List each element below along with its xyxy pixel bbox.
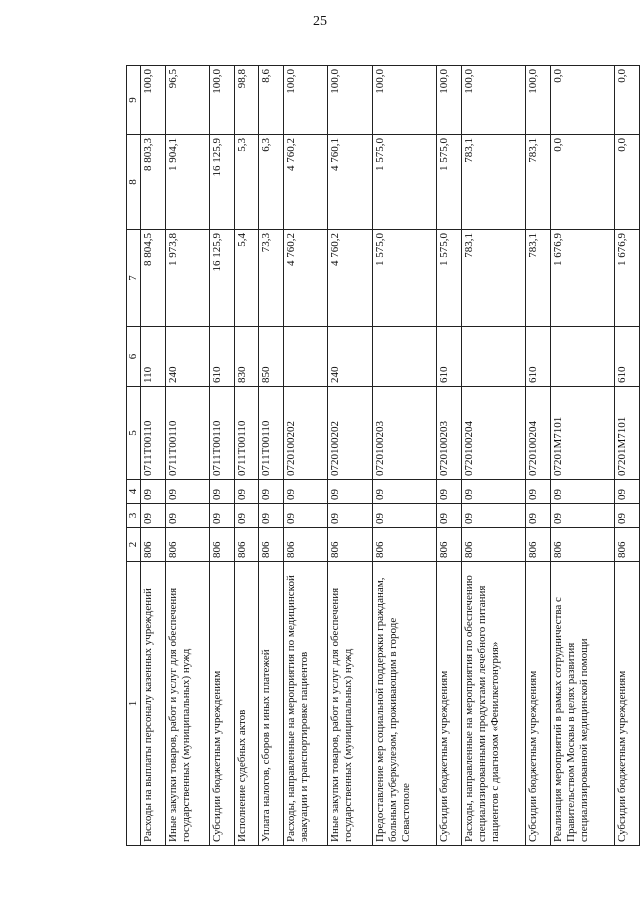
- row-name: Субсидии бюджетным учреждениям: [437, 562, 462, 846]
- row-executed: 4 760,1: [328, 135, 373, 230]
- row-name: Субсидии бюджетным учреждениям: [210, 562, 235, 846]
- row-expense-type: [283, 327, 328, 387]
- row-subsection: 09: [234, 480, 259, 504]
- row-expense-type: [372, 327, 436, 387]
- row-executed: 1 575,0: [372, 135, 436, 230]
- row-executed: 1 904,1: [165, 135, 210, 230]
- col-header: 5: [127, 387, 141, 480]
- row-target-article: 0711Т00110: [165, 387, 210, 480]
- row-executed: 783,1: [526, 135, 551, 230]
- row-section: 09: [283, 504, 328, 528]
- row-admin-code: 806: [259, 528, 284, 562]
- row-subsection: 09: [328, 480, 373, 504]
- row-admin-code: 806: [437, 528, 462, 562]
- row-subsection: 09: [526, 480, 551, 504]
- row-admin-code: 806: [283, 528, 328, 562]
- row-percent: 100,0: [526, 66, 551, 135]
- row-section: 09: [526, 504, 551, 528]
- row-admin-code: 806: [141, 528, 166, 562]
- row-planned: 4 760,2: [328, 230, 373, 327]
- row-section: 09: [259, 504, 284, 528]
- row-subsection: 09: [141, 480, 166, 504]
- col-header: 1: [127, 562, 141, 846]
- row-subsection: 09: [372, 480, 436, 504]
- col-header: 7: [127, 230, 141, 327]
- row-name: Расходы, направленные на мероприятия по медицинской эвакуации и транспортировке пациентов: [283, 562, 328, 846]
- row-name: Реализация мероприятий в рамках сотрудничества с Правительством Москвы в целях развития специализированной медицинской помощи: [550, 562, 614, 846]
- row-target-article: 0720100202: [283, 387, 328, 480]
- col-header: 3: [127, 504, 141, 528]
- row-executed: 0,0: [550, 135, 614, 230]
- col-header: 6: [127, 327, 141, 387]
- row-target-article: 0711Т00110: [259, 387, 284, 480]
- row-admin-code: 806: [615, 528, 640, 562]
- row-subsection: 09: [283, 480, 328, 504]
- row-target-article: 0711Т00110: [141, 387, 166, 480]
- row-percent: 100,0: [437, 66, 462, 135]
- row-subsection: 09: [615, 480, 640, 504]
- row-name: Субсидии бюджетным учреждениям: [526, 562, 551, 846]
- table-row: [526, 66, 551, 846]
- row-admin-code: 806: [526, 528, 551, 562]
- row-section: 09: [141, 504, 166, 528]
- row-expense-type: [461, 327, 525, 387]
- row-subsection: 09: [550, 480, 614, 504]
- row-target-article: 07201М7101: [550, 387, 614, 480]
- table-row: [372, 66, 436, 846]
- row-section: 09: [372, 504, 436, 528]
- row-expense-type: 610: [437, 327, 462, 387]
- row-percent: 8,6: [259, 66, 284, 135]
- row-planned: 5,4: [234, 230, 259, 327]
- row-percent: 98,8: [234, 66, 259, 135]
- row-percent: 100,0: [372, 66, 436, 135]
- row-section: 09: [550, 504, 614, 528]
- row-expense-type: 240: [328, 327, 373, 387]
- row-admin-code: 806: [550, 528, 614, 562]
- table-row: [461, 66, 525, 846]
- row-name: Расходы на выплаты персоналу казенных учреждений: [141, 562, 166, 846]
- row-expense-type: 830: [234, 327, 259, 387]
- row-section: 09: [461, 504, 525, 528]
- budget-table: [126, 65, 640, 846]
- row-planned: 73,3: [259, 230, 284, 327]
- col-header: 4: [127, 480, 141, 504]
- table-row: [550, 66, 614, 846]
- col-header: 2: [127, 528, 141, 562]
- table-row: [283, 66, 328, 846]
- row-target-article: 0720100204: [461, 387, 525, 480]
- row-expense-type: [550, 327, 614, 387]
- rotated-table-container: [126, 66, 640, 846]
- row-name: Исполнение судебных актов: [234, 562, 259, 846]
- row-expense-type: 110: [141, 327, 166, 387]
- table-row: [615, 66, 640, 846]
- row-expense-type: 610: [615, 327, 640, 387]
- row-admin-code: 806: [165, 528, 210, 562]
- table-row: [141, 66, 166, 846]
- row-executed: 5,3: [234, 135, 259, 230]
- row-subsection: 09: [165, 480, 210, 504]
- row-percent: 100,0: [328, 66, 373, 135]
- row-executed: 4 760,2: [283, 135, 328, 230]
- page-number: 25: [313, 14, 327, 29]
- row-target-article: 0711Т00110: [210, 387, 235, 480]
- row-subsection: 09: [259, 480, 284, 504]
- table-row: [328, 66, 373, 846]
- row-percent: 0,0: [615, 66, 640, 135]
- row-target-article: 07201М7101: [615, 387, 640, 480]
- row-target-article: 0720100203: [437, 387, 462, 480]
- table-row: [437, 66, 462, 846]
- row-target-article: 0720100204: [526, 387, 551, 480]
- row-planned: 783,1: [461, 230, 525, 327]
- table-row: [165, 66, 210, 846]
- row-executed: 0,0: [615, 135, 640, 230]
- row-name: Иные закупки товаров, работ и услуг для обеспечения государственных (муниципальных) нужд: [165, 562, 210, 846]
- header-row: [127, 66, 141, 846]
- row-planned: 1 676,9: [615, 230, 640, 327]
- row-subsection: 09: [437, 480, 462, 504]
- col-header: 8: [127, 135, 141, 230]
- row-admin-code: 806: [328, 528, 373, 562]
- row-target-article: 0720100202: [328, 387, 373, 480]
- row-percent: 100,0: [461, 66, 525, 135]
- table-row: [234, 66, 259, 846]
- row-section: 09: [437, 504, 462, 528]
- row-planned: 1 575,0: [372, 230, 436, 327]
- row-section: 09: [210, 504, 235, 528]
- row-target-article: 0711Т00110: [234, 387, 259, 480]
- row-admin-code: 806: [210, 528, 235, 562]
- table-row: [210, 66, 235, 846]
- row-section: 09: [328, 504, 373, 528]
- row-name: Иные закупки товаров, работ и услуг для обеспечения государственных (муниципальных) нужд: [328, 562, 373, 846]
- row-admin-code: 806: [234, 528, 259, 562]
- row-executed: 16 125,9: [210, 135, 235, 230]
- row-percent: 100,0: [283, 66, 328, 135]
- row-expense-type: 850: [259, 327, 284, 387]
- col-header: 9: [127, 66, 141, 135]
- row-subsection: 09: [210, 480, 235, 504]
- row-percent: 96,5: [165, 66, 210, 135]
- row-expense-type: 610: [210, 327, 235, 387]
- table-row: [259, 66, 284, 846]
- row-percent: 0,0: [550, 66, 614, 135]
- row-name: Субсидии бюджетным учреждениям: [615, 562, 640, 846]
- row-executed: 783,1: [461, 135, 525, 230]
- row-section: 09: [165, 504, 210, 528]
- row-planned: 8 804,5: [141, 230, 166, 327]
- row-name: Уплата налогов, сборов и иных платежей: [259, 562, 284, 846]
- row-planned: 1 676,9: [550, 230, 614, 327]
- row-planned: 1 973,8: [165, 230, 210, 327]
- row-admin-code: 806: [461, 528, 525, 562]
- row-expense-type: 240: [165, 327, 210, 387]
- row-executed: 1 575,0: [437, 135, 462, 230]
- row-executed: 8 803,3: [141, 135, 166, 230]
- row-admin-code: 806: [372, 528, 436, 562]
- row-section: 09: [615, 504, 640, 528]
- row-subsection: 09: [461, 480, 525, 504]
- row-name: Расходы, направленные на мероприятия по обеспечению специализированными продуктами лечебного питания пациентов с диагнозом «Фенилкетонурия»: [461, 562, 525, 846]
- row-executed: 6,3: [259, 135, 284, 230]
- row-percent: 100,0: [210, 66, 235, 135]
- row-name: Предоставление мер социальной поддержки гражданам, больным туберкулезом, проживающим в городе Севастополе: [372, 562, 436, 846]
- row-section: 09: [234, 504, 259, 528]
- row-planned: 783,1: [526, 230, 551, 327]
- row-planned: 1 575,0: [437, 230, 462, 327]
- row-expense-type: 610: [526, 327, 551, 387]
- row-planned: 4 760,2: [283, 230, 328, 327]
- row-planned: 16 125,9: [210, 230, 235, 327]
- row-target-article: 0720100203: [372, 387, 436, 480]
- row-percent: 100,0: [141, 66, 166, 135]
